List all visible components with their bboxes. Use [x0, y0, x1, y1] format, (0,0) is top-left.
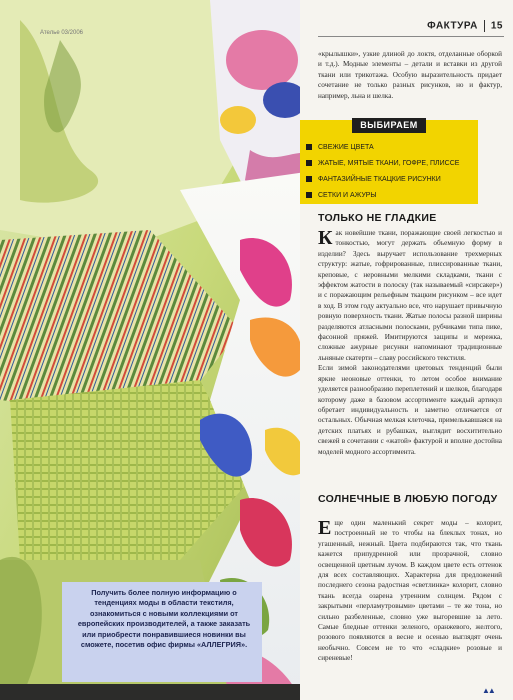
list-item: ФАНТАЗИЙНЫЕ ТКАЦКИЕ РИСУНКИ — [306, 171, 474, 187]
running-header — [427, 20, 503, 32]
header-separator — [484, 20, 485, 32]
list-item: ЖАТЫЕ, МЯТЫЕ ТКАНИ, ГОФРЕ, ПЛИССЕ — [306, 155, 474, 171]
section2-body: Еще один маленький секрет моды – колорит, построенный не то чтобы на блеклых тонах, но угашенный, нежный. Цвета подбираются так, что ткань кажется припудренной или прозрачной, словно освещенной цветным лучом. В каждом цвете есть оттенок для всех составляющих. Характерна для предложений последнего сезона радостная «светлинка» колорит, словно ткань всегда озарена утренним солнцем. Рядом с закрытыми «перламутровыми» цветами – те же тона, но сильно разбеленные, словно уже выгоревшие за лето. Самые бледные оттенки зеленого, оранжевого, желтого, розового появляются в весне и осенью выглядят очень необычно. Совсем не то что «сладкие» розовые и сиреневые! — [318, 517, 502, 663]
drop-cap: К — [318, 227, 333, 249]
promo-text: Получить более полную информацию о тенденциях моды в области текстиля, ознакомиться с новыми коллекциями от европейских производителей, а также заказать или приобрести понравившиеся новинки вы сможете, посетив офис фирмы «АЛЛЕГРИЯ». — [77, 588, 251, 650]
drop-cap: Е — [318, 517, 332, 539]
section1-body: Как новейшие ткани, поражающие своей легкостью и тонкостью, могут держать объемную форму в изделии? Здесь выручает использование трехмерных структур: жатые, гофрированные, плиссированные ткани, креповые, с неровными мелкими складками, ткани с эффектом жатости в полоску (так называемый «сирсакер») и с поражающим рельефным ткацким рисунком – все идет в ход. В этом году актуально все, что нарушает привычную ровную поверхность ткани. Жатые полосы разной ширины разделяются атласными полосками, рубчиками типа пике, фасонной пряжей. Имитируются защипы и мережка, сложные ажурные рисунки напоминают традиционные льняные скатерти – славу российского текстиля. Если зимой законодателями цветовых тенденций были яркие неоновые оттенки, то летом особое внимание уделяется разнообразию переплетений и шелков, благодаря которому даже в базовом ассортименте каждый артикул обретает индивидуальность и заметно отличается от остальных. Обычная мелкая клеточка, примелькавшаяся на детских платьях и рубашках, выглядит восхитительно свежей в сочетании с «жатой» фактурой и вполне достойна моделей модного ассортимента. — [318, 227, 502, 456]
section-name: ФАКТУРА — [427, 20, 478, 32]
end-mark-icon: ▲▲ — [482, 686, 494, 695]
bullet-icon — [306, 144, 312, 150]
header-rule — [318, 36, 504, 37]
bullet-icon — [306, 160, 312, 166]
list-item: СЕТКИ И АЖУРЫ — [306, 187, 474, 203]
list-item: СВЕЖИЕ ЦВЕТА — [306, 139, 474, 155]
choose-title: ВЫБИРАЕМ — [352, 118, 426, 133]
bullet-icon — [306, 192, 312, 198]
bullet-icon — [306, 176, 312, 182]
issue-mark: Ателье 03/2006 — [40, 30, 84, 36]
page-number: 15 — [490, 20, 503, 32]
section-heading: СОЛНЕЧНЫЕ В ЛЮБУЮ ПОГОДУ — [318, 493, 498, 505]
intro-paragraph: «крылышки», узкие длиной до локтя, отделанные оборкой и т.д.). Модные элементы – детали и вставки из другой ткани или трикотажа. Особую выразительность придает сочетание не только разных рисунков, но и фактур, например, льна и шелка. — [318, 50, 502, 100]
choose-list — [306, 139, 474, 203]
section-heading: ТОЛЬКО НЕ ГЛАДКИЕ — [318, 212, 437, 224]
